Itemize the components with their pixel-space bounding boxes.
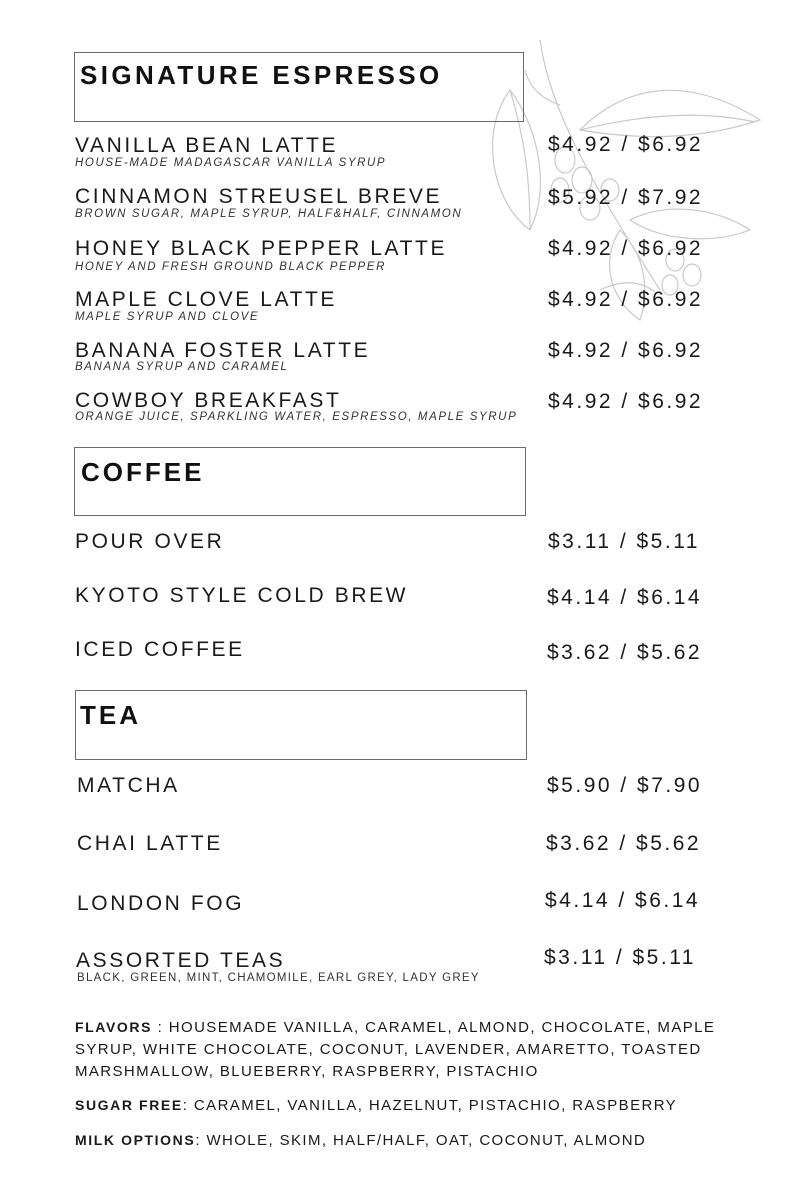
item-name: POUR OVER (75, 530, 225, 553)
item-price: $4.92 / $6.92 (548, 288, 704, 311)
item-name: ASSORTED TEAS (76, 949, 286, 972)
section-title-signature-espresso: SIGNATURE ESPRESSO (80, 60, 443, 90)
item-price: $4.92 / $6.92 (548, 133, 704, 156)
item-price: $3.62 / $5.62 (546, 832, 702, 855)
item-price: $3.11 / $5.11 (544, 946, 696, 969)
item-description: MAPLE SYRUP AND CLOVE (75, 311, 260, 323)
item-price: $4.92 / $6.92 (548, 237, 704, 260)
item-name: ICED COFFEE (75, 638, 245, 661)
item-description: ORANGE JUICE, SPARKLING WATER, ESPRESSO, MAPLE SYRUP (75, 411, 518, 423)
item-description: BLACK, GREEN, MINT, CHAMOMILE, EARL GREY, LADY GREY (77, 972, 480, 984)
sugar-free-note (75, 1094, 765, 1117)
item-name: MATCHA (77, 774, 180, 797)
item-price: $3.11 / $5.11 (548, 530, 700, 553)
item-description: BANANA SYRUP AND CARAMEL (75, 361, 289, 373)
item-description: BROWN SUGAR, MAPLE SYRUP, HALF&HALF, CINNAMON (75, 208, 463, 220)
milk-options-label: MILK OPTIONS (75, 1132, 196, 1148)
item-name: LONDON FOG (77, 892, 245, 915)
item-price: $5.92 / $7.92 (548, 186, 704, 209)
flavors-text: : HOUSEMADE VANILLA, CARAMEL, ALMOND, CHOCOLATE, MAPLE SYRUP, WHITE CHOCOLATE, COCONUT, LAVENDER, AMARETTO, TOASTED MARSHMALLOW, BLUEBERRY, RASPBERRY, PISTACHIO (75, 1019, 716, 1080)
item-price: $3.62 / $5.62 (547, 641, 703, 664)
item-name: VANILLA BEAN LATTE (75, 134, 339, 157)
sugar-free-text: : CARAMEL, VANILLA, HAZELNUT, PISTACHIO, RASPBERRY (182, 1097, 678, 1114)
section-title-coffee: COFFEE (81, 457, 205, 487)
item-price: $4.14 / $6.14 (547, 586, 703, 609)
item-name: KYOTO STYLE COLD BREW (75, 584, 409, 607)
flavors-label: FLAVORS (75, 1019, 153, 1035)
item-name: BANANA FOSTER LATTE (75, 339, 371, 362)
item-price: $4.14 / $6.14 (545, 889, 701, 912)
item-description: HOUSE-MADE MADAGASCAR VANILLA SYRUP (75, 157, 387, 169)
item-price: $4.92 / $6.92 (548, 339, 704, 362)
item-name: MAPLE CLOVE LATTE (75, 288, 338, 311)
milk-options-text: : WHOLE, SKIM, HALF/HALF, OAT, COCONUT, ALMOND (195, 1132, 647, 1149)
item-description: HONEY AND FRESH GROUND BLACK PEPPER (75, 261, 386, 273)
item-name: COWBOY BREAKFAST (75, 389, 342, 412)
item-name: CINNAMON STREUSEL BREVE (75, 185, 443, 208)
milk-options-note (75, 1129, 765, 1152)
section-box-tea (75, 690, 527, 760)
item-name: CHAI LATTE (77, 832, 223, 855)
flavors-note (75, 1016, 765, 1083)
item-name: HONEY BLACK PEPPER LATTE (75, 237, 448, 260)
item-price: $5.90 / $7.90 (547, 774, 703, 797)
sugar-free-label: SUGAR FREE (75, 1097, 183, 1113)
section-title-tea: TEA (80, 700, 141, 730)
item-price: $4.92 / $6.92 (548, 390, 704, 413)
